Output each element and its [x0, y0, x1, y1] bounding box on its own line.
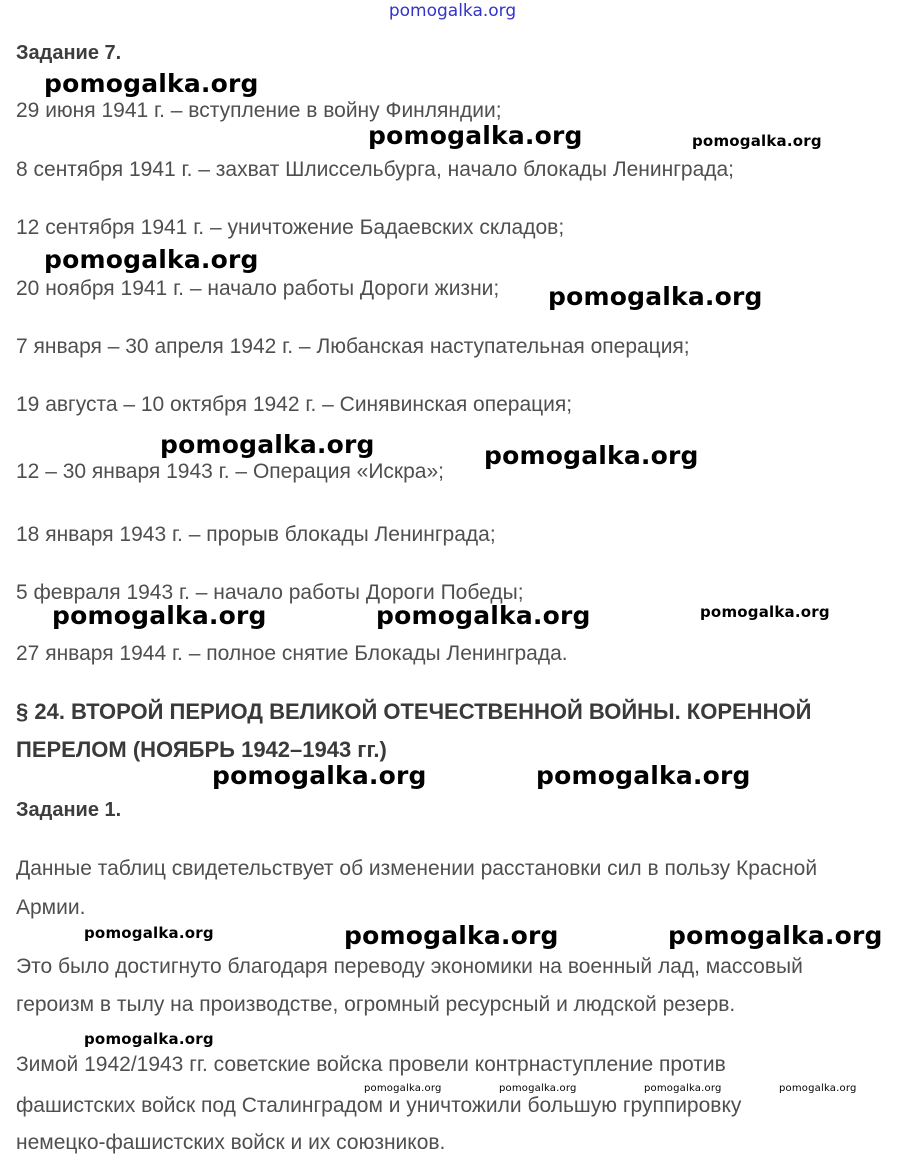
watermark: pomogalka.org — [44, 69, 259, 98]
timeline-item: 7 января – 30 апреля 1942 г. – Любанская наступательная операция; — [16, 335, 690, 358]
watermark: pomogalka.org — [212, 761, 427, 790]
watermark: pomogalka.org — [700, 603, 830, 621]
timeline-item: 12 – 30 января 1943 г. – Операция «Искра»; — [16, 460, 444, 483]
watermark: pomogalka.org — [52, 601, 267, 630]
watermark: pomogalka.org — [160, 430, 375, 459]
watermark: pomogalka.org — [368, 121, 583, 150]
answer-text: Армии. — [16, 896, 86, 919]
watermark: pomogalka.org — [44, 245, 259, 274]
watermark: pomogalka.org — [499, 1083, 577, 1094]
section-title-line2: ПЕРЕЛОМ (НОЯБРЬ 1942–1943 гг.) — [16, 737, 387, 762]
answer-text: героизм в тылу на производстве, огромный ресурсный и людской резерв. — [16, 993, 736, 1016]
timeline-item: 8 сентября 1941 г. – захват Шлиссельбурга, начало блокады Ленинграда; — [16, 158, 735, 181]
watermark: pomogalka.org — [692, 132, 822, 150]
section-title-line1: § 24. ВТОРОЙ ПЕРИОД ВЕЛИКОЙ ОТЕЧЕСТВЕННОЙ ВОЙНЫ. КОРЕННОЙ — [16, 699, 812, 724]
answer-text: Зимой 1942/1943 гг. советские войска провели контрнаступление против — [16, 1053, 726, 1076]
timeline-item: 20 ноября 1941 г. – начало работы Дороги жизни; — [16, 277, 500, 300]
timeline-item: 5 февраля 1943 г. – начало работы Дороги Победы; — [16, 581, 524, 604]
answer-text: фашистских войск под Сталинградом и уничтожили большую группировку — [16, 1094, 742, 1117]
site-header-link[interactable]: pomogalka.org — [388, 1, 517, 21]
watermark: pomogalka.org — [84, 1030, 214, 1048]
task7-heading: Задание 7. — [16, 42, 122, 64]
watermark: pomogalka.org — [668, 921, 883, 950]
watermark: pomogalka.org — [779, 1083, 857, 1094]
watermark: pomogalka.org — [84, 924, 214, 942]
answer-text: Данные таблиц свидетельствует об изменении расстановки сил в пользу Красной — [16, 857, 818, 880]
timeline-item: 29 июня 1941 г. – вступление в войну Финляндии; — [16, 99, 502, 122]
watermark: pomogalka.org — [548, 282, 763, 311]
watermark: pomogalka.org — [344, 921, 559, 950]
watermark: pomogalka.org — [644, 1083, 722, 1094]
timeline-item: 12 сентября 1941 г. – уничтожение Бадаевских складов; — [16, 216, 565, 239]
watermark: pomogalka.org — [484, 441, 699, 470]
task1-heading: Задание 1. — [16, 799, 122, 821]
timeline-item: 18 января 1943 г. – прорыв блокады Ленинграда; — [16, 523, 496, 546]
watermark: pomogalka.org — [536, 761, 751, 790]
watermark: pomogalka.org — [376, 601, 591, 630]
timeline-item: 19 августа – 10 октября 1942 г. – Синявинская операция; — [16, 393, 573, 416]
answer-text: Это было достигнуто благодаря переводу экономики на военный лад, массовый — [16, 955, 803, 978]
timeline-item: 27 января 1944 г. – полное снятие Блокады Ленинграда. — [16, 642, 568, 665]
watermark: pomogalka.org — [364, 1083, 442, 1094]
answer-text: немецко-фашистских войск и их союзников. — [16, 1131, 446, 1154]
